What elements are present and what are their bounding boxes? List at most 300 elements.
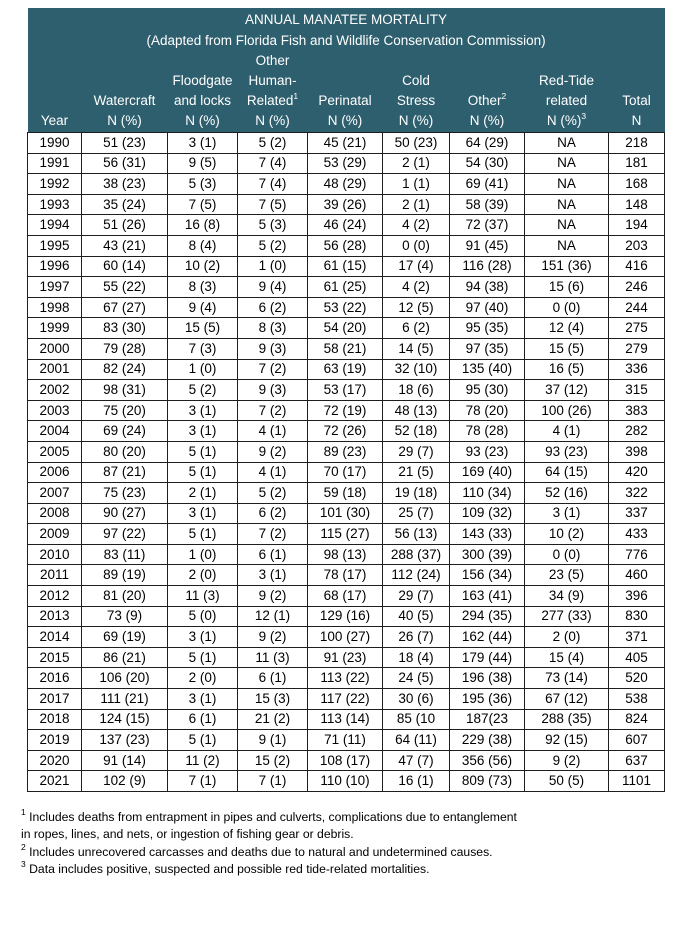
cell-total: 637 [609, 750, 665, 771]
table-row [28, 606, 665, 627]
cell-floodgate-locks: 11 (2) [168, 750, 238, 771]
cell-perinatal: 68 (17) [308, 586, 383, 607]
cell-perinatal: 48 (29) [308, 174, 383, 195]
cell-total: 194 [609, 215, 665, 236]
cell-red-tide-related: 67 (12) [525, 689, 609, 710]
mortality-table-container [27, 8, 664, 792]
cell-year: 2018 [28, 709, 82, 730]
cell-cold-stress: 112 (24) [383, 565, 450, 586]
cell-total: 1101 [609, 771, 665, 792]
cell-total: 433 [609, 524, 665, 545]
cell-red-tide-related: 64 (15) [525, 462, 609, 483]
column-header-line: Cold [402, 73, 430, 88]
cell-year: 2000 [28, 338, 82, 359]
cell-cold-stress: 18 (4) [383, 647, 450, 668]
cell-year: 2005 [28, 441, 82, 462]
cell-perinatal: 53 (22) [308, 297, 383, 318]
cell-year: 2019 [28, 730, 82, 751]
cell-other: 809 (73) [450, 771, 525, 792]
cell-total: 416 [609, 256, 665, 277]
cell-other-human-related: 6 (2) [238, 503, 308, 524]
cell-other-human-related: 6 (2) [238, 297, 308, 318]
table-row [28, 235, 665, 256]
cell-watercraft: 87 (21) [82, 462, 168, 483]
table-row [28, 153, 665, 174]
cell-floodgate-locks: 7 (3) [168, 338, 238, 359]
cell-other: 196 (38) [450, 668, 525, 689]
cell-watercraft: 102 (9) [82, 771, 168, 792]
cell-red-tide-related: 0 (0) [525, 297, 609, 318]
cell-other: 195 (36) [450, 689, 525, 710]
cell-floodgate-locks: 2 (0) [168, 565, 238, 586]
footnote-text: Includes unrecovered carcasses and deaths due to natural and undetermined causes. [29, 844, 493, 859]
cell-floodgate-locks: 2 (0) [168, 668, 238, 689]
cell-floodgate-locks: 3 (1) [168, 421, 238, 442]
cell-floodgate-locks: 7 (5) [168, 194, 238, 215]
column-header-line: Floodgate [172, 73, 233, 88]
cell-red-tide-related: 50 (5) [525, 771, 609, 792]
cell-perinatal: 71 (11) [308, 730, 383, 751]
cell-watercraft: 55 (22) [82, 277, 168, 298]
cell-total: 396 [609, 586, 665, 607]
cell-perinatal: 53 (17) [308, 380, 383, 401]
cell-cold-stress: 2 (1) [383, 194, 450, 215]
cell-year: 2013 [28, 606, 82, 627]
table-row [28, 400, 665, 421]
cell-other: 78 (20) [450, 400, 525, 421]
cell-floodgate-locks: 2 (1) [168, 483, 238, 504]
cell-cold-stress: 17 (4) [383, 256, 450, 277]
cell-other-human-related: 7 (1) [238, 771, 308, 792]
cell-other-human-related: 15 (3) [238, 689, 308, 710]
column-header-line [308, 51, 383, 71]
cell-red-tide-related: 93 (23) [525, 441, 609, 462]
cell-other: 109 (32) [450, 503, 525, 524]
table-row [28, 338, 665, 359]
column-header-line: Watercraft [93, 93, 156, 108]
column-header-row [28, 51, 665, 133]
cell-floodgate-locks: 3 (1) [168, 503, 238, 524]
cell-other: 72 (37) [450, 215, 525, 236]
cell-floodgate-locks: 1 (0) [168, 359, 238, 380]
cell-total: 420 [609, 462, 665, 483]
cell-perinatal: 63 (19) [308, 359, 383, 380]
cell-red-tide-related: 52 (16) [525, 483, 609, 504]
table-row [28, 668, 665, 689]
cell-other-human-related: 6 (1) [238, 544, 308, 565]
column-header-line [238, 91, 308, 111]
cell-year: 2007 [28, 483, 82, 504]
cell-other-human-related: 9 (3) [238, 380, 308, 401]
column-header-line: N (%) [185, 113, 220, 128]
cell-total: 148 [609, 194, 665, 215]
table-row [28, 318, 665, 339]
column-header-line [383, 51, 450, 71]
column-header-line: Total [622, 93, 651, 108]
cell-other-human-related: 5 (2) [238, 133, 308, 154]
cell-red-tide-related: 34 (9) [525, 586, 609, 607]
cell-total: 405 [609, 647, 665, 668]
footnote-line [21, 841, 661, 861]
cell-red-tide-related: 277 (33) [525, 606, 609, 627]
cell-floodgate-locks: 3 (1) [168, 400, 238, 421]
cell-watercraft: 75 (20) [82, 400, 168, 421]
cell-year: 2002 [28, 380, 82, 401]
column-header-line [525, 51, 609, 71]
cell-other-human-related: 7 (4) [238, 174, 308, 195]
cell-other: 64 (29) [450, 133, 525, 154]
table-row [28, 647, 665, 668]
column-header-line [450, 71, 525, 91]
column-header-cold-stress [383, 51, 450, 133]
cell-total: 520 [609, 668, 665, 689]
cell-cold-stress: 2 (1) [383, 153, 450, 174]
cell-other: 163 (41) [450, 586, 525, 607]
cell-total: 371 [609, 627, 665, 648]
footnote-line [21, 826, 661, 843]
cell-perinatal: 98 (13) [308, 544, 383, 565]
column-header-line: N (%) [107, 113, 142, 128]
cell-cold-stress: 1 (1) [383, 174, 450, 195]
title-line-1: ANNUAL MANATEE MORTALITY [245, 12, 448, 27]
cell-total: 336 [609, 359, 665, 380]
cell-other-human-related: 3 (1) [238, 565, 308, 586]
cell-floodgate-locks: 8 (3) [168, 277, 238, 298]
cell-cold-stress: 12 (5) [383, 297, 450, 318]
cell-year: 1992 [28, 174, 82, 195]
cell-watercraft: 43 (21) [82, 235, 168, 256]
footnote-marker: 2 [21, 841, 26, 852]
cell-total: 168 [609, 174, 665, 195]
cell-watercraft: 69 (24) [82, 421, 168, 442]
cell-red-tide-related: NA [525, 235, 609, 256]
table-row [28, 627, 665, 648]
cell-total: 607 [609, 730, 665, 751]
cell-red-tide-related: 16 (5) [525, 359, 609, 380]
column-header-floodgate-locks [168, 51, 238, 133]
cell-red-tide-related: 73 (14) [525, 668, 609, 689]
table-row [28, 524, 665, 545]
cell-other: 54 (30) [450, 153, 525, 174]
cell-cold-stress: 30 (6) [383, 689, 450, 710]
column-header-line: and locks [173, 93, 232, 108]
cell-perinatal: 89 (23) [308, 441, 383, 462]
cell-year: 1993 [28, 194, 82, 215]
cell-floodgate-locks: 1 (0) [168, 544, 238, 565]
cell-red-tide-related: 92 (15) [525, 730, 609, 751]
cell-year: 2010 [28, 544, 82, 565]
table-row [28, 730, 665, 751]
cell-year: 2017 [28, 689, 82, 710]
cell-total: 398 [609, 441, 665, 462]
cell-watercraft: 97 (22) [82, 524, 168, 545]
cell-floodgate-locks: 6 (1) [168, 709, 238, 730]
cell-floodgate-locks: 5 (3) [168, 174, 238, 195]
table-row [28, 586, 665, 607]
cell-red-tide-related: 15 (6) [525, 277, 609, 298]
cell-other-human-related: 5 (2) [238, 483, 308, 504]
cell-floodgate-locks: 3 (1) [168, 627, 238, 648]
cell-total: 322 [609, 483, 665, 504]
cell-other: 94 (38) [450, 277, 525, 298]
cell-perinatal: 78 (17) [308, 565, 383, 586]
cell-other-human-related: 7 (2) [238, 524, 308, 545]
cell-watercraft: 81 (20) [82, 586, 168, 607]
title-line-2: (Adapted from Florida Fish and Wildlife Conservation Commission) [146, 33, 546, 48]
cell-other-human-related: 5 (2) [238, 235, 308, 256]
table-row [28, 380, 665, 401]
column-header-line [308, 71, 383, 91]
cell-floodgate-locks: 5 (0) [168, 606, 238, 627]
cell-watercraft: 35 (24) [82, 194, 168, 215]
cell-floodgate-locks: 11 (3) [168, 586, 238, 607]
column-header-line [28, 71, 82, 91]
cell-other-human-related: 7 (2) [238, 359, 308, 380]
cell-cold-stress: 85 (10 [383, 709, 450, 730]
cell-other-human-related: 7 (2) [238, 400, 308, 421]
cell-perinatal: 129 (16) [308, 606, 383, 627]
cell-other-human-related: 12 (1) [238, 606, 308, 627]
cell-watercraft: 90 (27) [82, 503, 168, 524]
cell-cold-stress: 21 (5) [383, 462, 450, 483]
cell-cold-stress: 18 (6) [383, 380, 450, 401]
column-header-text: N (%) [546, 113, 582, 128]
cell-cold-stress: 56 (13) [383, 524, 450, 545]
cell-other: 356 (56) [450, 750, 525, 771]
column-header-perinatal [308, 51, 383, 133]
cell-other-human-related: 7 (4) [238, 153, 308, 174]
cell-red-tide-related: 4 (1) [525, 421, 609, 442]
footnote-line [21, 861, 661, 878]
cell-floodgate-locks: 5 (1) [168, 462, 238, 483]
cell-other-human-related: 4 (1) [238, 421, 308, 442]
cell-perinatal: 59 (18) [308, 483, 383, 504]
cell-perinatal: 72 (26) [308, 421, 383, 442]
cell-total: 337 [609, 503, 665, 524]
cell-other-human-related: 8 (3) [238, 318, 308, 339]
table-row [28, 421, 665, 442]
cell-total: 538 [609, 689, 665, 710]
cell-total: 824 [609, 709, 665, 730]
table-row [28, 689, 665, 710]
cell-year: 2014 [28, 627, 82, 648]
cell-cold-stress: 52 (18) [383, 421, 450, 442]
cell-other: 91 (45) [450, 235, 525, 256]
cell-cold-stress: 4 (2) [383, 277, 450, 298]
cell-watercraft: 79 (28) [82, 338, 168, 359]
cell-red-tide-related: 15 (4) [525, 647, 609, 668]
cell-red-tide-related: 288 (35) [525, 709, 609, 730]
cell-floodgate-locks: 5 (1) [168, 730, 238, 751]
cell-floodgate-locks: 3 (1) [168, 133, 238, 154]
cell-other-human-related: 9 (2) [238, 441, 308, 462]
column-header-line [28, 51, 82, 71]
table-row [28, 297, 665, 318]
cell-cold-stress: 48 (13) [383, 400, 450, 421]
cell-year: 2001 [28, 359, 82, 380]
cell-other: 97 (35) [450, 338, 525, 359]
cell-red-tide-related: NA [525, 174, 609, 195]
column-header-other [450, 51, 525, 133]
cell-other: 294 (35) [450, 606, 525, 627]
footnote-marker: 1 [21, 806, 26, 817]
cell-red-tide-related: NA [525, 194, 609, 215]
table-header [28, 8, 665, 133]
cell-total: 218 [609, 133, 665, 154]
cell-year: 2003 [28, 400, 82, 421]
cell-perinatal: 110 (10) [308, 771, 383, 792]
cell-perinatal: 39 (26) [308, 194, 383, 215]
cell-cold-stress: 64 (11) [383, 730, 450, 751]
cell-perinatal: 117 (22) [308, 689, 383, 710]
cell-year: 2021 [28, 771, 82, 792]
table-row [28, 359, 665, 380]
cell-red-tide-related: 12 (4) [525, 318, 609, 339]
cell-year: 1995 [28, 235, 82, 256]
column-header-line: Stress [396, 93, 436, 108]
table-body [28, 133, 665, 792]
table-row [28, 462, 665, 483]
cell-other-human-related: 1 (0) [238, 256, 308, 277]
cell-other: 143 (33) [450, 524, 525, 545]
cell-year: 1994 [28, 215, 82, 236]
cell-cold-stress: 6 (2) [383, 318, 450, 339]
cell-watercraft: 51 (23) [82, 133, 168, 154]
cell-watercraft: 75 (23) [82, 483, 168, 504]
cell-watercraft: 111 (21) [82, 689, 168, 710]
footnote-text: Includes deaths from entrapment in pipes and culverts, complications due to entanglement [29, 810, 517, 824]
cell-watercraft: 124 (15) [82, 709, 168, 730]
cell-other: 95 (30) [450, 380, 525, 401]
column-header-line: N (%) [255, 113, 290, 128]
table-row [28, 256, 665, 277]
cell-total: 246 [609, 277, 665, 298]
column-header-line [450, 91, 525, 111]
cell-cold-stress: 29 (7) [383, 586, 450, 607]
cell-red-tide-related: 10 (2) [525, 524, 609, 545]
cell-perinatal: 45 (21) [308, 133, 383, 154]
cell-red-tide-related: NA [525, 215, 609, 236]
footnote-marker: 3 [581, 110, 587, 121]
cell-other: 169 (40) [450, 462, 525, 483]
cell-perinatal: 46 (24) [308, 215, 383, 236]
cell-year: 2015 [28, 647, 82, 668]
cell-total: 244 [609, 297, 665, 318]
cell-cold-stress: 26 (7) [383, 627, 450, 648]
column-header-line: related [545, 93, 588, 108]
table-row [28, 565, 665, 586]
column-header-line: Perinatal [318, 93, 372, 108]
cell-year: 1997 [28, 277, 82, 298]
cell-watercraft: 51 (26) [82, 215, 168, 236]
cell-cold-stress: 47 (7) [383, 750, 450, 771]
cell-year: 1991 [28, 153, 82, 174]
cell-year: 2012 [28, 586, 82, 607]
cell-watercraft: 86 (21) [82, 647, 168, 668]
cell-floodgate-locks: 9 (4) [168, 297, 238, 318]
cell-red-tide-related: 15 (5) [525, 338, 609, 359]
cell-year: 1998 [28, 297, 82, 318]
cell-other-human-related: 9 (2) [238, 627, 308, 648]
cell-cold-stress: 288 (37) [383, 544, 450, 565]
cell-year: 1999 [28, 318, 82, 339]
cell-total: 830 [609, 606, 665, 627]
cell-perinatal: 61 (25) [308, 277, 383, 298]
mortality-table [27, 8, 665, 792]
cell-other: 69 (41) [450, 174, 525, 195]
table-row [28, 194, 665, 215]
cell-other-human-related: 9 (1) [238, 730, 308, 751]
cell-total: 282 [609, 421, 665, 442]
cell-other-human-related: 5 (3) [238, 215, 308, 236]
footnote-marker: 2 [501, 90, 507, 101]
cell-year: 2016 [28, 668, 82, 689]
table-row [28, 277, 665, 298]
cell-floodgate-locks: 9 (5) [168, 153, 238, 174]
cell-perinatal: 54 (20) [308, 318, 383, 339]
footnote-line [21, 806, 661, 826]
cell-red-tide-related: 151 (36) [525, 256, 609, 277]
cell-red-tide-related: NA [525, 133, 609, 154]
cell-year: 2009 [28, 524, 82, 545]
footnote-marker: 3 [21, 859, 26, 870]
cell-perinatal: 113 (22) [308, 668, 383, 689]
cell-perinatal: 91 (23) [308, 647, 383, 668]
column-header-text: Related [246, 93, 294, 108]
column-header-line [28, 91, 82, 111]
cell-other: 93 (23) [450, 441, 525, 462]
cell-perinatal: 113 (14) [308, 709, 383, 730]
cell-year: 1996 [28, 256, 82, 277]
cell-year: 1990 [28, 133, 82, 154]
cell-cold-stress: 29 (7) [383, 441, 450, 462]
footnote-text: Data includes positive, suspected and possible red tide-related mortalities. [29, 862, 430, 877]
cell-perinatal: 108 (17) [308, 750, 383, 771]
cell-perinatal: 56 (28) [308, 235, 383, 256]
cell-other: 162 (44) [450, 627, 525, 648]
cell-floodgate-locks: 5 (2) [168, 380, 238, 401]
cell-total: 203 [609, 235, 665, 256]
table-row [28, 133, 665, 154]
column-header-line [609, 71, 665, 91]
cell-cold-stress: 14 (5) [383, 338, 450, 359]
cell-red-tide-related: 9 (2) [525, 750, 609, 771]
column-header-line [525, 111, 609, 131]
cell-red-tide-related: 100 (26) [525, 400, 609, 421]
cell-watercraft: 106 (20) [82, 668, 168, 689]
cell-red-tide-related: 2 (0) [525, 627, 609, 648]
column-header-line [168, 51, 238, 71]
cell-cold-stress: 40 (5) [383, 606, 450, 627]
cell-red-tide-related: 23 (5) [525, 565, 609, 586]
cell-total: 315 [609, 380, 665, 401]
cell-watercraft: 83 (11) [82, 544, 168, 565]
cell-total: 460 [609, 565, 665, 586]
cell-total: 383 [609, 400, 665, 421]
cell-year: 2006 [28, 462, 82, 483]
cell-floodgate-locks: 5 (1) [168, 524, 238, 545]
cell-cold-stress: 19 (18) [383, 483, 450, 504]
cell-perinatal: 70 (17) [308, 462, 383, 483]
column-header-line [82, 51, 168, 71]
cell-floodgate-locks: 5 (1) [168, 441, 238, 462]
cell-perinatal: 100 (27) [308, 627, 383, 648]
footnote-marker: 1 [293, 90, 299, 101]
cell-watercraft: 67 (27) [82, 297, 168, 318]
cell-watercraft: 60 (14) [82, 256, 168, 277]
cell-red-tide-related: 37 (12) [525, 380, 609, 401]
column-header-line: N (%) [398, 113, 434, 128]
